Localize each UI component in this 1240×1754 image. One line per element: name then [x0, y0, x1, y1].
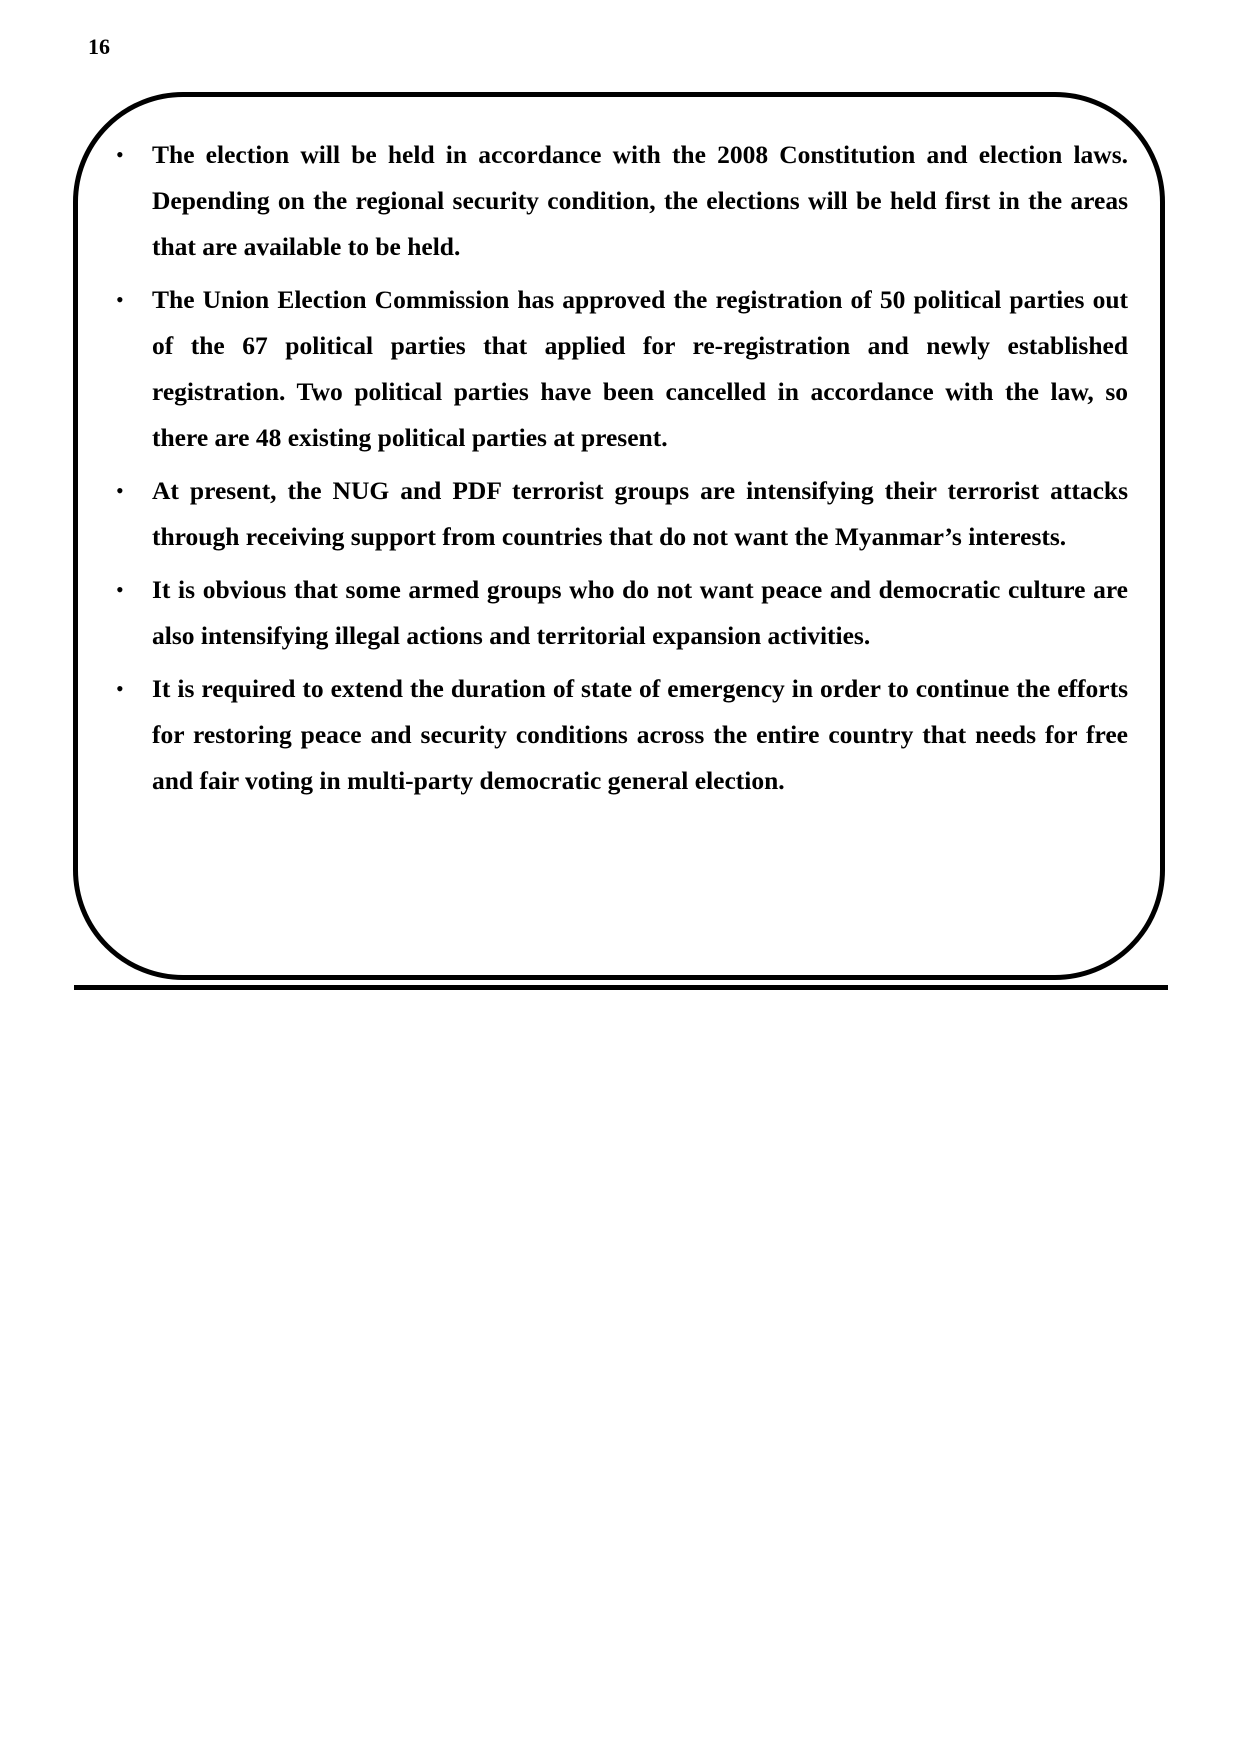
bullet-item	[116, 567, 1128, 659]
bullet-text: It is obvious that some armed groups who do not want peace and democratic culture are also intensifying illegal actions and territorial expansion activities.	[152, 575, 1128, 650]
bullet-item	[116, 277, 1128, 461]
bullet-item	[116, 132, 1128, 270]
bullet-list	[116, 132, 1128, 811]
page-number: 16	[88, 34, 110, 59]
bullet-item	[116, 468, 1128, 560]
bullet-icon: •	[116, 676, 124, 701]
bullet-text: The Union Election Commission has approved the registration of 50 political parties out of the 67 political parties that applied for re-registration and newly established registration. Two political parties have been cancelled in accordance with the law, so there are 48 existing political parties at present.	[152, 285, 1128, 452]
bullet-icon: •	[116, 142, 124, 167]
bullet-item	[116, 666, 1128, 804]
bottom-rule	[74, 985, 1168, 990]
bullet-text: The election will be held in accordance with the 2008 Constitution and election laws. Depending on the regional security condition, the elections will be held first in the areas that are available to be held.	[152, 140, 1128, 261]
bullet-icon: •	[116, 287, 124, 312]
bullet-text: It is required to extend the duration of state of emergency in order to continue the efforts for restoring peace and security conditions across the entire country that needs for free and fair voting in multi-party democratic general election.	[152, 674, 1128, 795]
bullet-icon: •	[116, 478, 124, 503]
bullet-text: At present, the NUG and PDF terrorist groups are intensifying their terrorist attacks through receiving support from countries that do not want the Myanmar’s interests.	[152, 476, 1128, 551]
bullet-icon: •	[116, 577, 124, 602]
